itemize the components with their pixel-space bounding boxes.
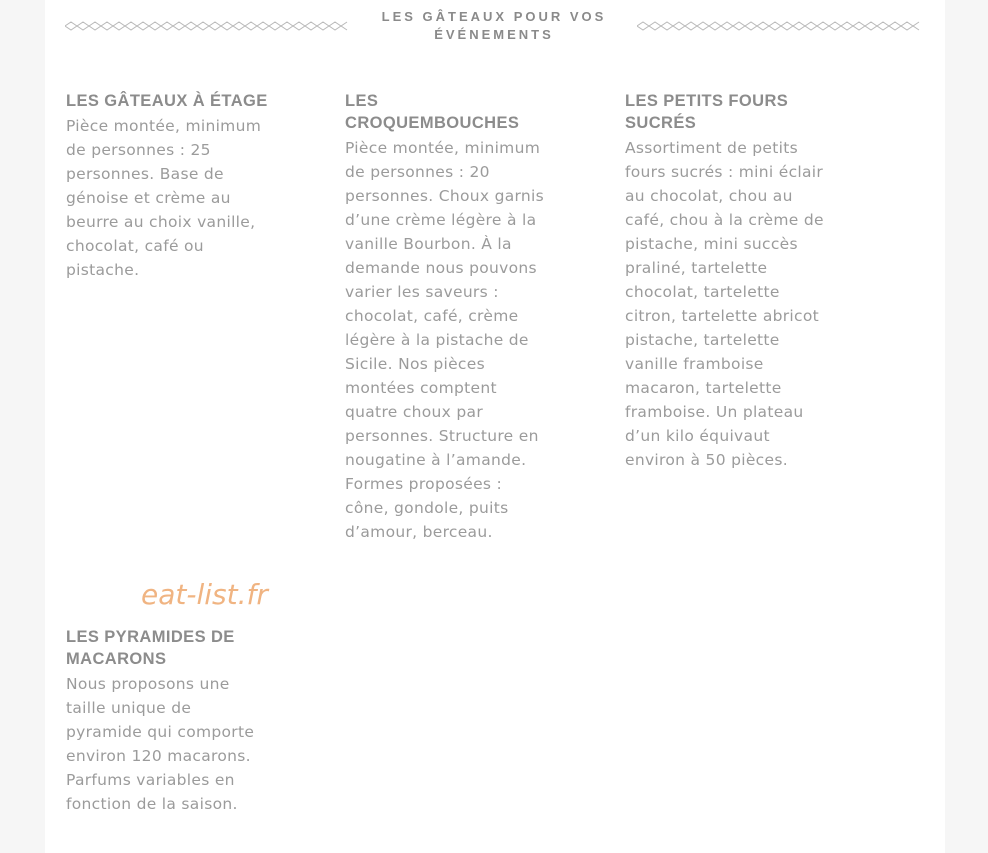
card-title: LES GÂTEAUX À ÉTAGE [66, 92, 268, 110]
section-title: LES GÂTEAUX POUR VOS ÉVÉNEMENTS [381, 9, 607, 42]
content-panel [45, 0, 945, 853]
card-croquembouches [345, 90, 545, 544]
card-pyramides-de-macarons [66, 626, 271, 816]
card-petits-fours-sucres [625, 90, 830, 472]
card-title: LES CROQUEMBOUCHES [345, 92, 520, 132]
section-header [65, 0, 923, 50]
card-title: LES PETITS FOURS SUCRÉS [625, 92, 789, 132]
card-description: Pièce montée, minimum de personnes : 20 personnes. Choux garnis d’une crème légère à la vanille Bourbon. À la demande nous pouvons varier les saveurs : chocolat, café, crème légère à la pistache de Sicile. Nos pièces montées comptent quatre choux par personnes. Structure en nougatine à l’amande. Formes proposées : cône, gondole, puits d’amour, berceau. [345, 139, 545, 541]
card-description: Pièce montée, minimum de personnes : 25 personnes. Base de génoise et crème au beurre au choix vanille, chocolat, café ou pistache. [66, 117, 262, 279]
card-description: Assortiment de petits fours sucrés : mini éclair au chocolat, chou au café, chou à la crème de pistache, mini succès praliné, tartelette chocolat, tartelette citron, tartelette abricot pistache, tartelette vanille framboise macaron, tartelette framboise. Un plateau d’un kilo équivaut environ à 50 pièces. [625, 139, 824, 469]
card-description: Nous proposons une taille unique de pyramide qui comporte environ 120 macarons. Parfums variables en fonction de la saison. [66, 675, 255, 813]
zigzag-divider-right [637, 19, 923, 33]
zigzag-divider-left [65, 19, 351, 33]
card-gateaux-a-etage [66, 90, 271, 282]
card-title: LES PYRAMIDES DE MACARONS [66, 628, 235, 668]
watermark-text: eat-list.fr [141, 578, 268, 611]
